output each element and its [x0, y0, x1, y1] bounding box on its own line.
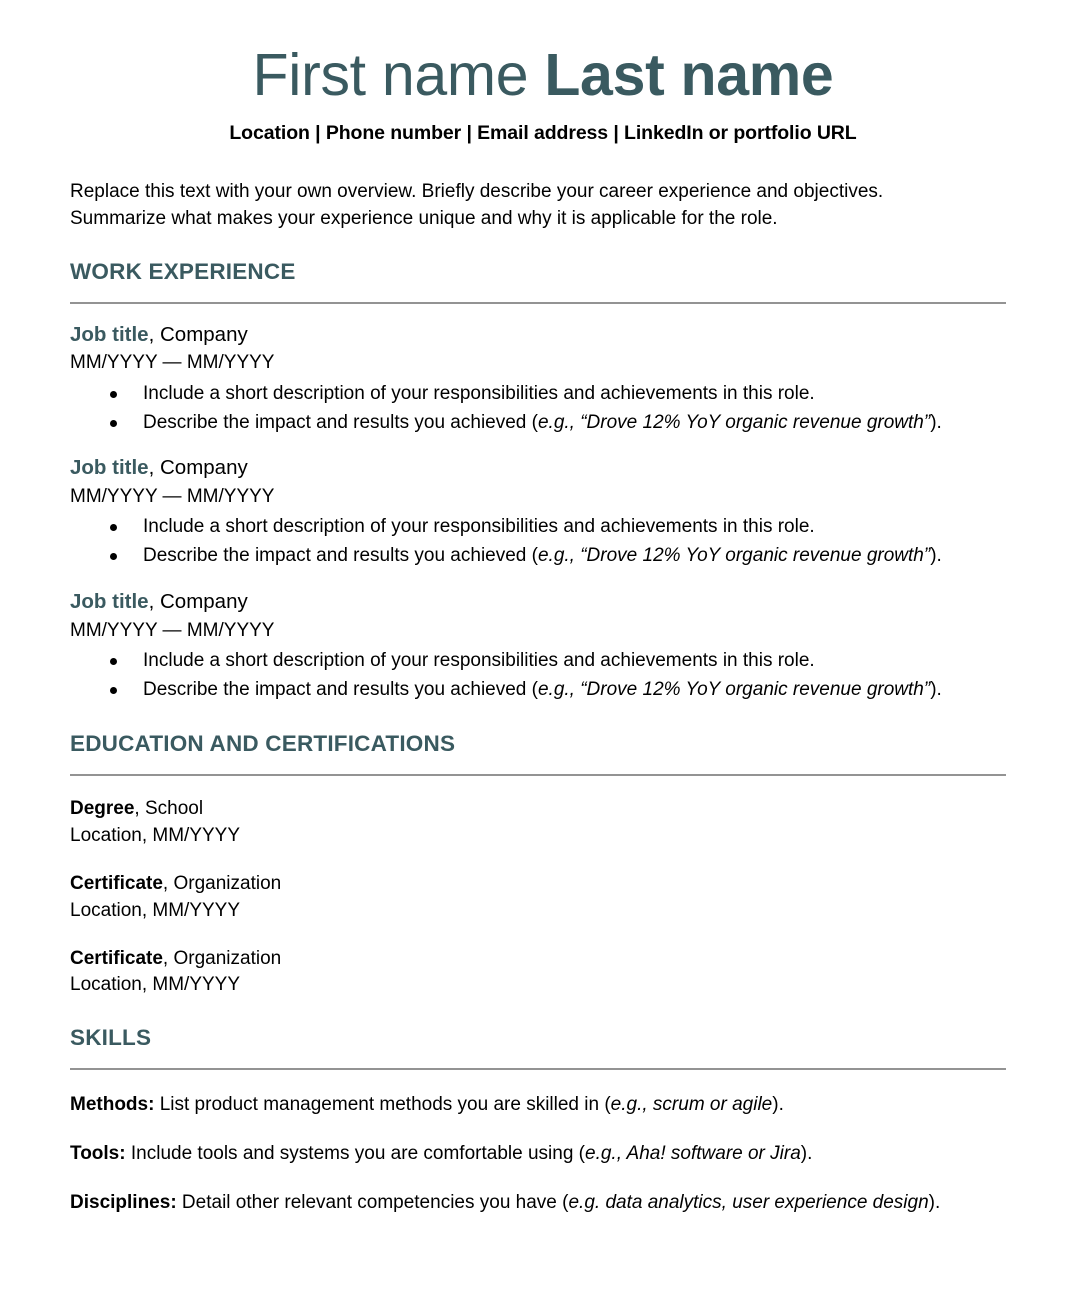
education-entry-title — [70, 871, 1016, 898]
education-entry-detail: Location, MM/YYYY — [70, 974, 241, 996]
skill-text-pre: Detail other relevant competencies you have ( — [176, 1192, 569, 1214]
last-name-text: Last name — [544, 42, 834, 108]
job-title-text: Job title — [70, 456, 149, 480]
bullet-text-post: ). — [930, 411, 942, 433]
work-entry-dates: MM/YYYY — MM/YYYY — [70, 352, 275, 374]
bullet-text: Include a short description of your responsibilities and achievements in this role. — [143, 649, 815, 671]
list-item — [70, 513, 1016, 542]
list-item — [70, 542, 1016, 571]
list-item — [70, 647, 1016, 676]
school-text: , School — [134, 797, 204, 819]
skill-text-post: ). — [800, 1143, 813, 1165]
bullet-text: Include a short description of your responsibilities and achievements in this role. — [143, 516, 815, 538]
company-text: , Company — [148, 590, 248, 614]
work-entry — [70, 571, 1016, 705]
bullet-text-emphasis: e.g., “Drove 12% YoY organic revenue growth” — [537, 678, 931, 700]
certificate-text: Certificate — [70, 947, 163, 969]
job-title-text: Job title — [70, 590, 149, 614]
list-item — [70, 676, 1016, 705]
company-text: , Company — [148, 456, 248, 480]
skill-text-post: ). — [928, 1192, 941, 1214]
list-item — [70, 409, 1016, 438]
skill-text-emphasis: e.g., scrum or agile — [610, 1094, 773, 1116]
list-item — [70, 380, 1016, 409]
work-entry — [70, 437, 1016, 571]
education-entry-title — [70, 946, 1016, 973]
skill-row-disciplines — [70, 1168, 1016, 1217]
skill-text-emphasis: e.g., Aha! software or Jira — [585, 1143, 801, 1165]
bullet-text-pre: Describe the impact and results you achieved ( — [143, 545, 538, 567]
degree-text: Degree — [70, 797, 135, 819]
job-title-text: Job title — [70, 322, 149, 346]
education-entry-title — [70, 796, 1016, 823]
bullet-text: Include a short description of your responsibilities and achievements in this role. — [143, 382, 815, 404]
first-name-text: First name — [252, 42, 545, 108]
work-entry — [70, 304, 1016, 438]
bullet-text-post: ). — [930, 545, 942, 567]
summary-line-2: Summarize what makes your experience unique and why it is applicable for the role. — [70, 208, 778, 230]
company-text: , Company — [148, 322, 248, 346]
skill-row-methods — [70, 1070, 1016, 1119]
skill-label: Methods: — [70, 1094, 155, 1116]
work-entry-title — [70, 322, 1016, 349]
skill-label: Tools: — [70, 1143, 126, 1165]
summary-paragraph — [70, 145, 1016, 233]
work-entry-dates: MM/YYYY — MM/YYYY — [70, 619, 275, 641]
organization-text: , Organization — [162, 872, 282, 894]
certificate-text: Certificate — [70, 872, 163, 894]
section-heading-work-experience: WORK EXPERIENCE — [70, 258, 296, 284]
section-heading-education: EDUCATION AND CERTIFICATIONS — [70, 730, 456, 756]
skill-label: Disciplines: — [70, 1192, 177, 1214]
work-entry-bullets — [70, 513, 1016, 571]
bullet-text-pre: Describe the impact and results you achieved ( — [143, 411, 538, 433]
bullet-text-post: ). — [930, 678, 942, 700]
section-heading-skills: SKILLS — [70, 1025, 152, 1051]
skill-text-emphasis: e.g. data analytics, user experience design — [568, 1192, 929, 1214]
education-entry — [70, 776, 1016, 850]
summary-line-1: Replace this text with your own overview. Briefly describe your career experience and objectives. — [70, 180, 884, 202]
page-title — [70, 0, 1016, 108]
work-entry-bullets — [70, 380, 1016, 438]
skill-text-post: ). — [772, 1094, 784, 1116]
organization-text: , Organization — [162, 947, 282, 969]
skill-text-pre: Include tools and systems you are comfortable using ( — [125, 1143, 585, 1165]
bullet-text-emphasis: e.g., “Drove 12% YoY organic revenue growth” — [537, 545, 931, 567]
bullet-text-emphasis: e.g., “Drove 12% YoY organic revenue growth” — [537, 411, 931, 433]
education-entry-detail: Location, MM/YYYY — [70, 824, 241, 846]
work-entry-title — [70, 455, 1016, 482]
bullet-text-pre: Describe the impact and results you achieved ( — [143, 678, 538, 700]
contact-line: Location | Phone number | Email address | LinkedIn or portfolio URL — [229, 121, 857, 144]
skill-text-pre: List product management methods you are skilled in ( — [154, 1094, 611, 1116]
work-entry-title — [70, 589, 1016, 616]
education-entry — [70, 850, 1016, 925]
skill-row-tools — [70, 1119, 1016, 1168]
education-entry — [70, 925, 1016, 1000]
education-entry-detail: Location, MM/YYYY — [70, 899, 241, 921]
work-entry-dates: MM/YYYY — MM/YYYY — [70, 486, 275, 508]
work-entry-bullets — [70, 647, 1016, 705]
